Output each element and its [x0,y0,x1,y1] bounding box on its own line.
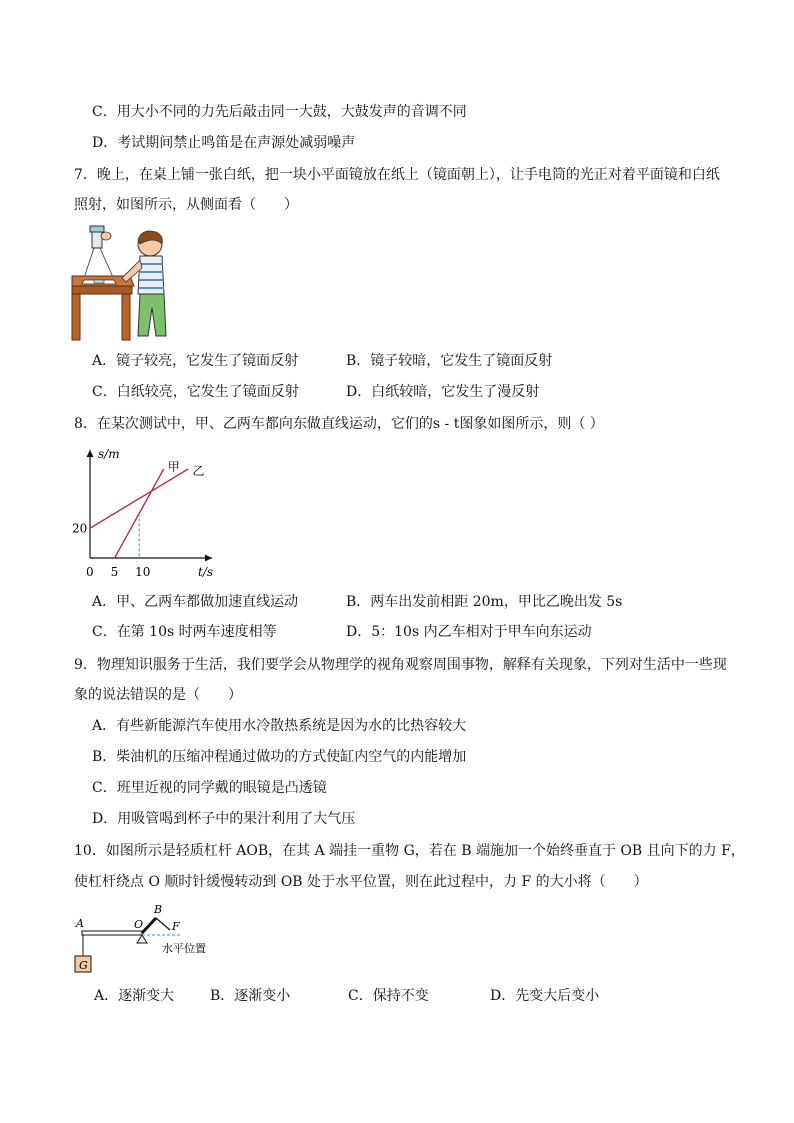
q10-stem-line1: 10．如图所示是轻质杠杆 AOB，在其 A 端挂一重物 G，若在 B 端施加一个始终垂直于 OB 且向下的力 F， [74,843,745,859]
q10-option-d: D．先变大后变小 [490,988,600,1004]
s-t-chart [70,444,220,580]
q6-option-d: D．考试期间禁止鸣笛是在声源处减弱噪声 [92,135,356,151]
point-b-label: B [154,903,163,916]
series-label-0: 甲 [167,459,180,474]
q7-stem-line2: 照射，如图所示，从侧面看（ ） [74,197,298,213]
x-axis-label: t/s [198,565,214,579]
point-a-label: A [76,917,84,930]
weight-label: G [79,959,88,972]
q10-option-b: B．逐渐变小 [210,988,291,1004]
q6-option-c: C．用大小不同的力先后敲击同一大鼓，大鼓发声的音调不同 [92,104,467,120]
flashlight-mirror-figure [70,224,174,342]
q8-stem: 8．在某次测试中，甲、乙两车都向东做直线运动，它们的s - t图象如图所示，则（ ） [74,416,604,432]
q8-option-d: D．5：10s 内乙车相对于甲车向东运动 [346,624,592,640]
x-tick-label-1: 5 [110,565,119,579]
q7-option-a: A．镜子较亮，它发生了镜面反射 [92,353,299,369]
series-label-1: 乙 [192,463,205,478]
q8-option-c: C．在第 10s 时两车速度相等 [92,624,277,640]
force-f-label: F [172,920,180,933]
q10-stem-line2: 使杠杆绕点 O 顺时针缓慢转动到 OB 处于水平位置，则在此过程中，力 F 的大小将（ ） [74,874,648,890]
q9-option-c: C．班里近视的同学戴的眼镜是凸透镜 [92,780,327,796]
q9-option-d: D．用吸管喝到杯子中的果汁利用了大气压 [92,811,356,827]
x-tick-label-2: 10 [135,565,151,579]
q9-stem-line1: 9．物理知识服务于生活，我们要学会从物理学的视角观察周围事物，解释有关现象，下列对生活中一些现 [74,657,727,673]
q7-option-d: D．白纸较暗，它发生了漫反射 [346,384,540,400]
q9-option-b: B．柴油机的压缩冲程通过做功的方式使缸内空气的内能增加 [92,749,467,765]
q8-option-b: B．两车出发前相距 20m，甲比乙晚出发 5s [346,594,623,610]
q8-option-a: A．甲、乙两车都做加速直线运动 [92,594,299,610]
q10-option-a: A．逐渐变大 [94,988,175,1004]
horizontal-position-label: 水平位置 [162,942,206,955]
q9-option-a: A．有些新能源汽车使用水冷散热系统是因为水的比热容较大 [92,718,467,734]
x-tick-label-0: 0 [86,565,94,579]
point-o-label: O [134,918,144,931]
q10-option-c: C．保持不变 [348,988,429,1004]
q7-stem-line1: 7．晚上，在桌上铺一张白纸，把一块小平面镜放在纸上（镜面朝上），让手电筒的光正对着平面镜和白纸 [74,167,720,183]
q9-stem-line2: 象的说法错误的是（ ） [74,687,242,703]
y-axis-label: s/m [98,447,120,461]
q7-option-b: B．镜子较暗，它发生了镜面反射 [346,353,553,369]
lever-figure [70,900,230,976]
y-tick-label-0: 20 [72,521,88,536]
q7-option-c: C．白纸较亮，它发生了镜面反射 [92,384,299,400]
